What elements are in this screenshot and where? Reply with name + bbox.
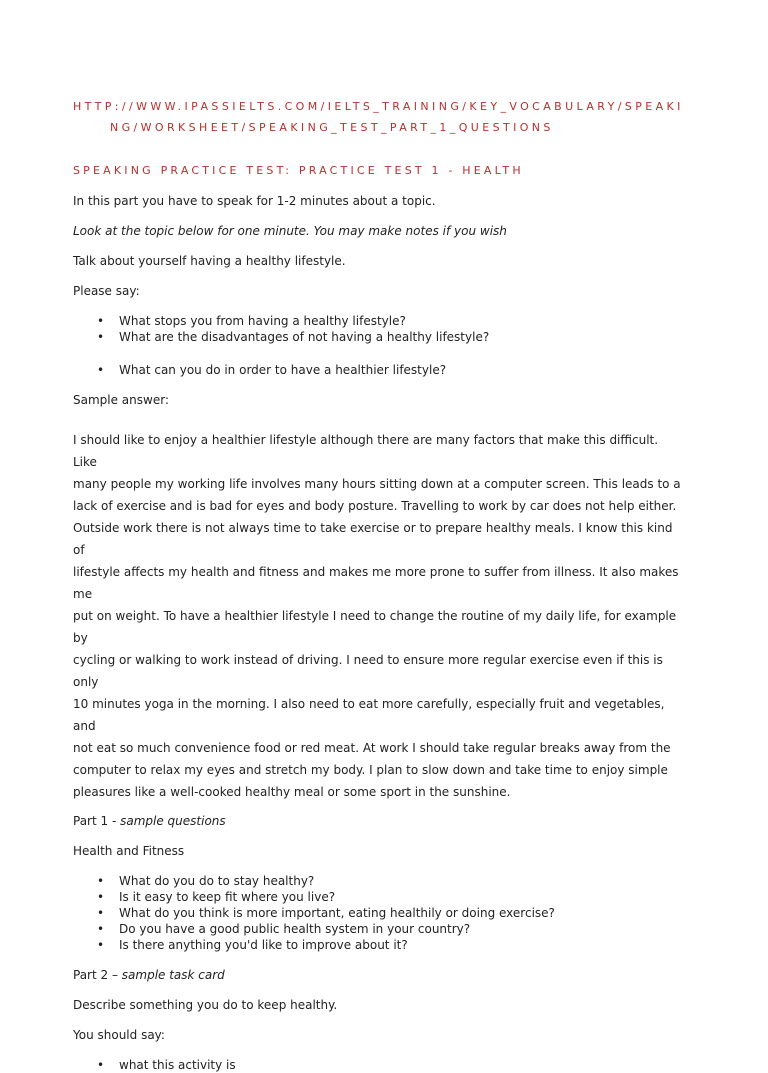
intro-text: In this part you have to speak for 1-2 minutes about a topic. [73,194,436,208]
bullet-icon: • [97,330,105,344]
bullet-icon: • [97,922,105,936]
source-url-line-1: HTTP://WWW.IPASSIELTS.COM/IELTS_TRAINING/KEY_VOCABULARY/SPEAKI [73,100,684,113]
list-item: • What can you do in order to have a healthier lifestyle? [97,363,447,377]
sample-answer-label: Sample answer: [73,393,169,407]
bullet-icon: • [97,890,105,904]
part2-label: Part 2 – sample task card [73,968,225,982]
part2-point-list [73,1057,703,1073]
part1-label: Part 1 - sample questions [73,814,226,828]
bullet-icon: • [97,874,105,888]
list-item: • What do you do to stay healthy? [97,874,315,888]
list-item: • Is there anything you'd like to improve about it? [97,938,408,952]
bullet-icon: • [97,1058,105,1072]
list-item: • What stops you from having a healthy lifestyle? [97,314,406,328]
source-url-line-2: NG/WORKSHEET/SPEAKING_TEST_PART_1_QUESTIONS [110,121,554,134]
prompt-list-continued [73,362,703,378]
prompt-list [73,313,703,345]
list-item: • Do you have a good public health system in your country? [97,922,471,936]
list-item: • Is it easy to keep fit where you live? [97,890,336,904]
part2-describe: Describe something you do to keep healthy. [73,998,338,1012]
document-page [73,96,703,1073]
please-say-label: Please say: [73,284,140,298]
part1-topic: Health and Fitness [73,844,185,858]
section-heading: SPEAKING PRACTICE TEST: PRACTICE TEST 1 - HEALTH [73,164,524,177]
part1-question-list [73,873,703,953]
instruction-text: Look at the topic below for one minute. You may make notes if you wish [73,224,507,238]
list-item: • what this activity is [97,1058,236,1072]
bullet-icon: • [97,314,105,328]
part2-you-should-say: You should say: [73,1028,165,1042]
bullet-icon: • [97,938,105,952]
list-item: • What are the disadvantages of not having a healthy lifestyle? [97,330,490,344]
sample-answer-text: I should like to enjoy a healthier lifestyle although there are many factors that make this difficult. Like many people my working life involves many hours sitting down at a computer screen. This leads to a lack of exercise and is bad for eyes and body posture. Travelling to work by car does not help either. Outside work there is not always time to take exercise or to prepare healthy meals. I know this kind of lifestyle affects my health and fitness and makes me more prone to suffer from illness. It also makes me put on weight. To have a healthier lifestyle I need to change the routine of my daily life, for example by cycling or walking to work instead of driving. I need to ensure more regular exercise even if this is only 10 minutes yoga in the morning. I also need to eat more carefully, especially fruit and vegetables, and not eat so much convenience food or red meat. At work I should take regular breaks away from the computer to relax my eyes and stretch my body. I plan to slow down and take time to enjoy simple pleasures like a well-cooked healthy meal or some sport in the sunshine. [73,433,681,799]
list-item: • What do you think is more important, eating healthily or doing exercise? [97,906,555,920]
bullet-icon: • [97,906,105,920]
bullet-icon: • [97,363,105,377]
topic-text: Talk about yourself having a healthy lifestyle. [73,254,346,268]
